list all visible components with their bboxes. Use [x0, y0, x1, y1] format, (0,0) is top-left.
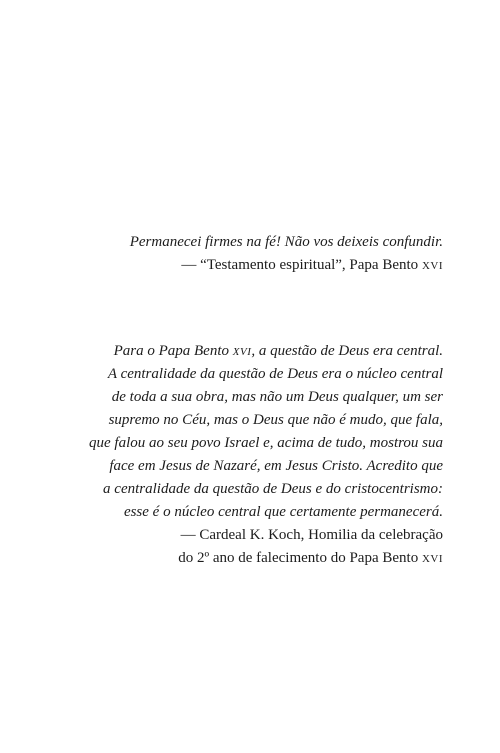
quote-line: supremo no Céu, mas o Deus que não é mudo, que fala, [108, 412, 443, 428]
quote-line: de toda a sua obra, mas não um Deus qualquer, um ser [111, 389, 443, 405]
quote-line: que falou ao seu povo Israel e, acima de tudo, mostrou sua [89, 435, 443, 451]
epigraph-attribution [89, 524, 443, 570]
epigraph-testamento [130, 231, 443, 277]
quote-line: face em Jesus de Nazaré, em Jesus Cristo. Acredito que [109, 458, 443, 474]
epigraph-quote [89, 340, 443, 524]
quote-line-text: , a questão de Deus era central. [251, 343, 443, 359]
quote-line: a centralidade da questão de Deus e do cristocentrismo: [103, 481, 443, 497]
quote-line: A centralidade da questão de Deus era o núcleo central [107, 366, 443, 382]
attribution-text: do 2º ano de falecimento do Papa Bento [178, 550, 419, 566]
quote-line-text: Para o Papa Bento [113, 343, 229, 359]
quote-line [89, 340, 443, 363]
quote-line: esse é o núcleo central que certamente permanecerá. [123, 504, 443, 520]
epigraph-attribution [130, 254, 443, 277]
attribution-line: — Cardeal K. Koch, Homilia da celebração [180, 527, 443, 543]
epigraph-koch [89, 340, 443, 570]
attribution-text: — “Testamento espiritual”, Papa Bento [181, 257, 419, 273]
attribution-line [89, 547, 443, 570]
roman-numeral: xvi [421, 550, 443, 566]
roman-numeral: xvi [421, 257, 443, 273]
roman-numeral: xvi [232, 343, 252, 359]
epigraph-quote: Permanecei firmes na fé! Não vos deixeis confundir. [129, 234, 443, 250]
